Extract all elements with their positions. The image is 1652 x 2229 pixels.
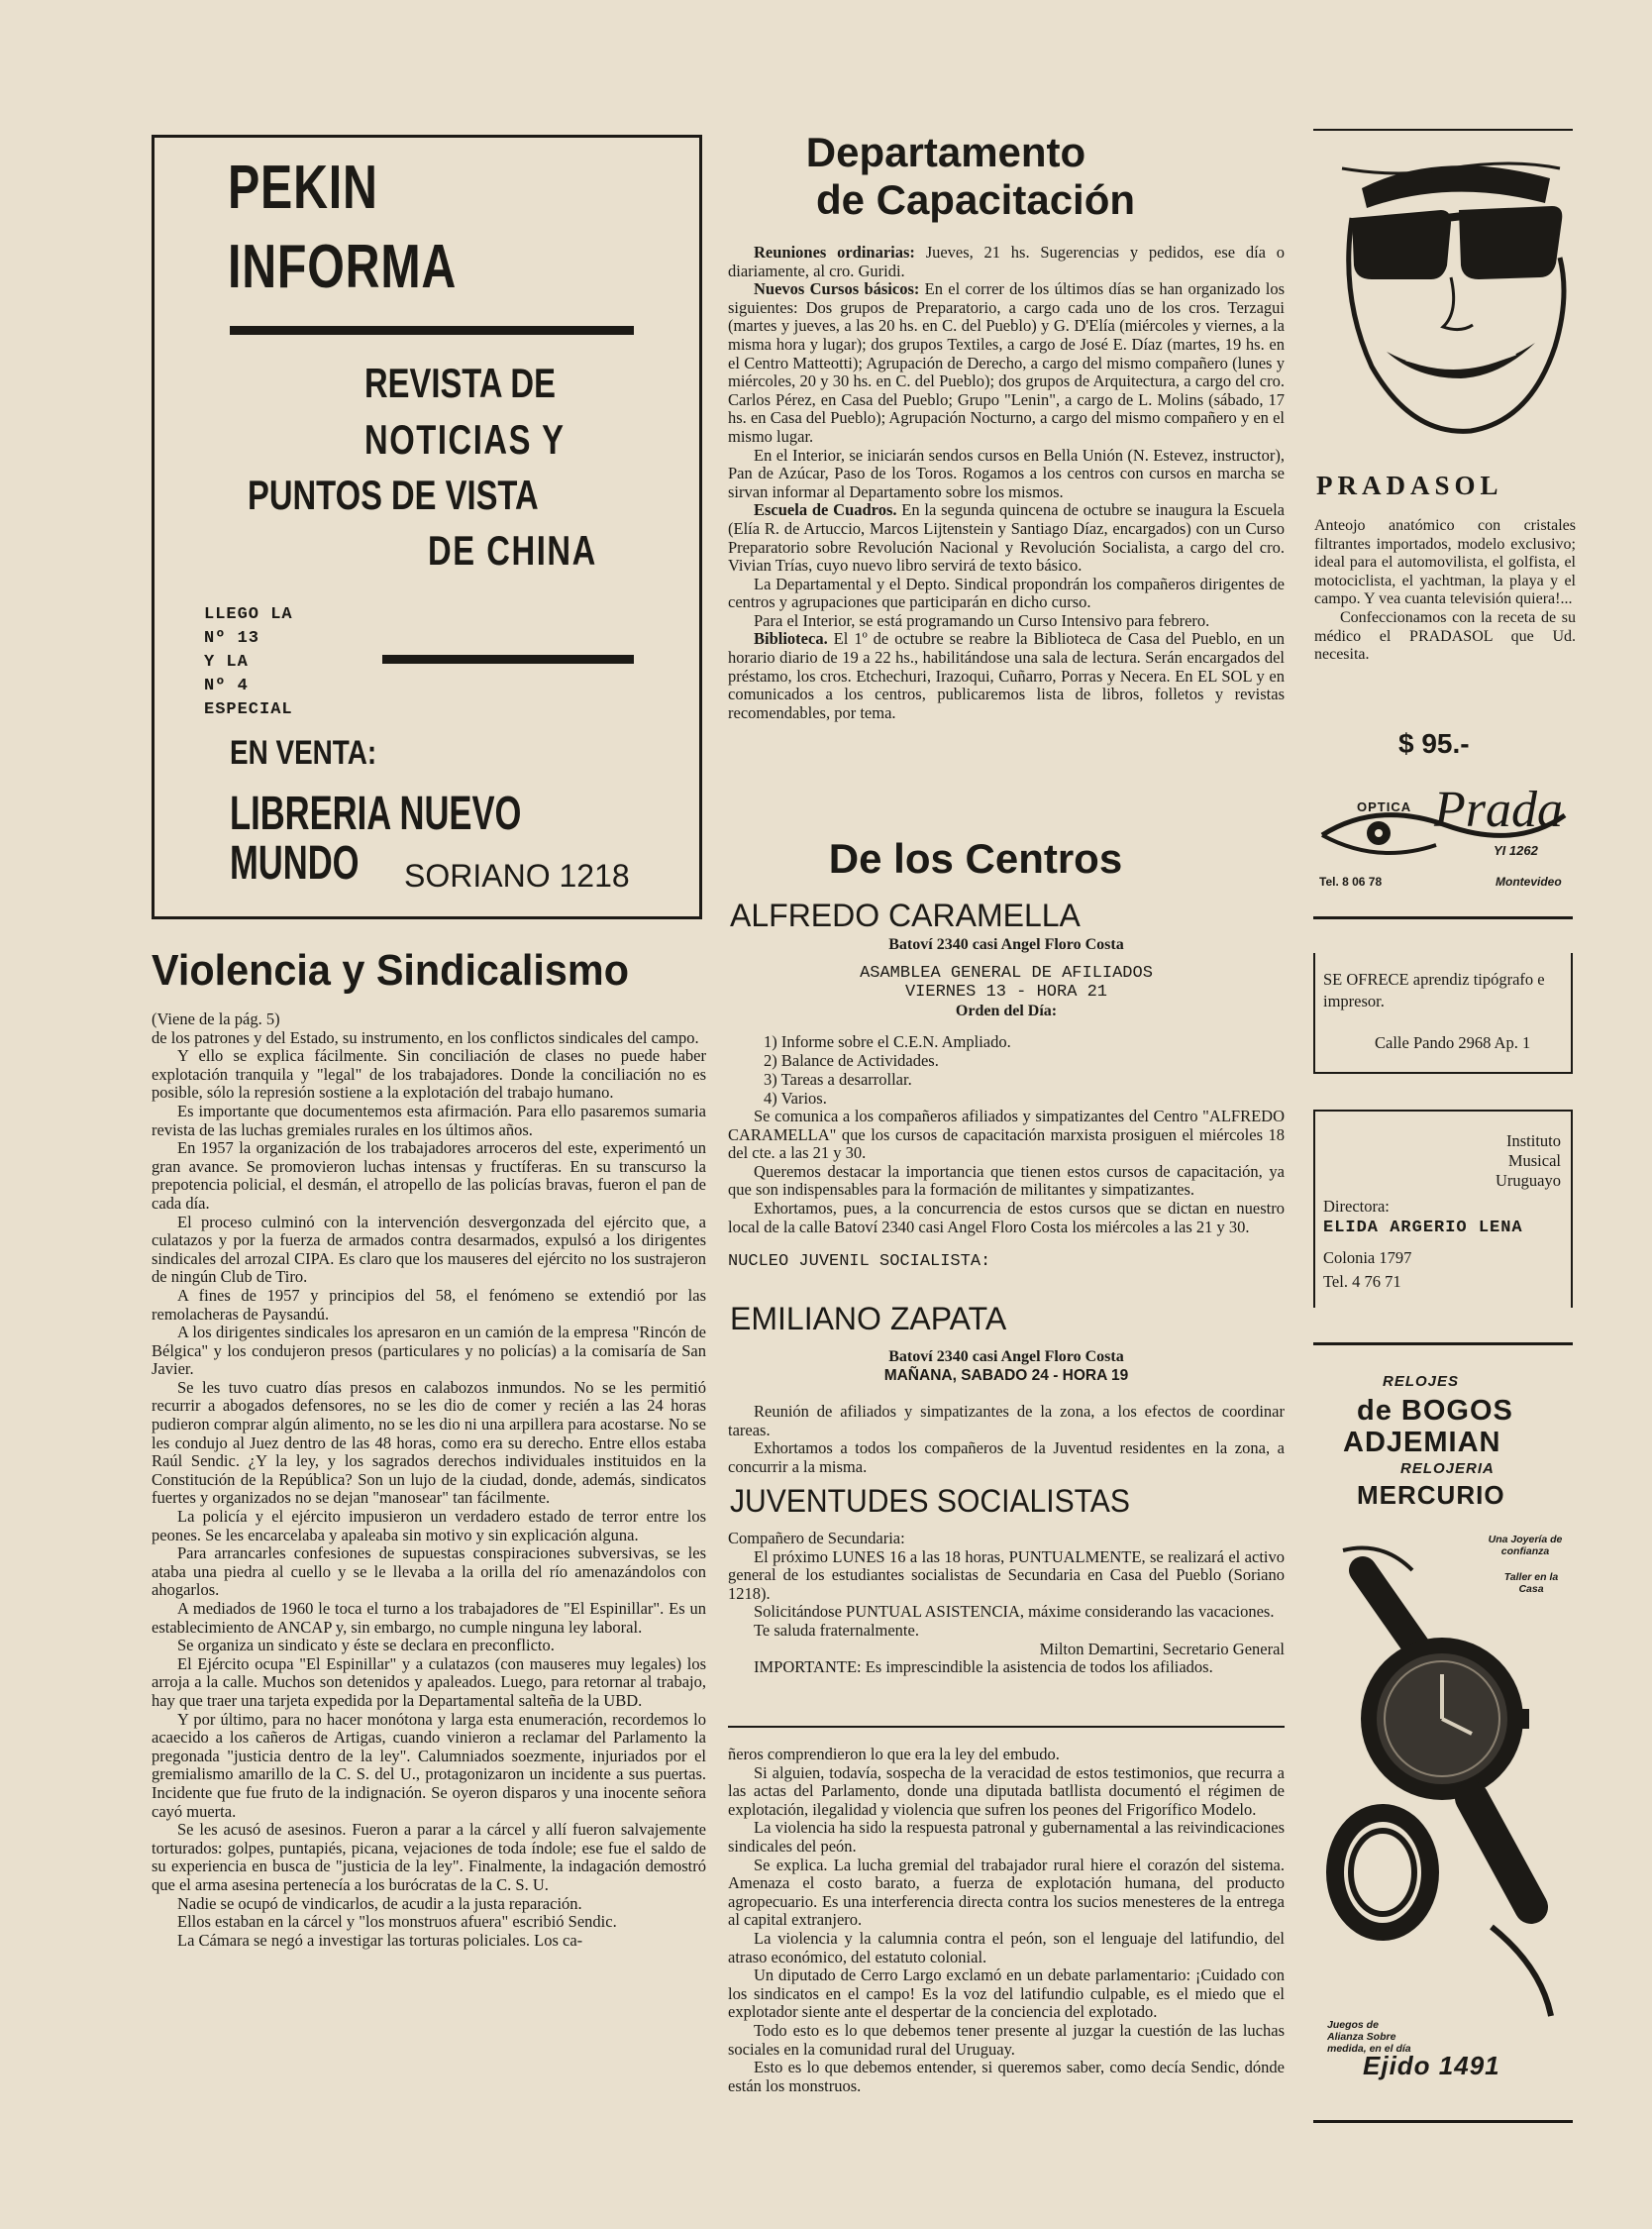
- article-paragraph: IMPORTANTE: Es imprescindible la asistencia de todos los afiliados.: [754, 1657, 1213, 1677]
- orden-list: [728, 1032, 1285, 1108]
- prada-script: Prada: [1434, 782, 1563, 838]
- article-paragraph: Esto es lo que debemos entender, si queremos saber, como decía Sendic, dónde están los monstruos.: [728, 2058, 1285, 2095]
- pradasol-paragraph: Anteojo anatómico con cristales filtrantes importados, modelo exclusivo; ideal para el automovilista, el golfista, el motociclista, el yachtman, la playa y el campo. Y vea cuanta televisión quiera!...: [1314, 517, 1576, 608]
- article-paragraph: Se comunica a los compañeros afiliados y simpatizantes del Centro "ALFREDO CARAMELLA" que los cursos de capacitación marxista prosiguen el miércoles 18 del cte. a las 21 y 30.: [728, 1107, 1285, 1163]
- article-paragraph: Si alguien, todavía, sospecha de la veracidad de estos testimonios, que recurra a las actas del Parlamento, donde una diputada batllista documentó el régimen de explotación, ilegalidad y violencia que sufren los peones del Frigorífico Modelo.: [728, 1762, 1285, 1819]
- paragraph-label: Reuniones ordinarias:: [754, 243, 915, 262]
- caramella-block: [728, 935, 1285, 1271]
- article-paragraph: La violencia ha sido la respuesta patronal y gubernamental a las reivindicaciones sindicales del peón.: [728, 1818, 1285, 1856]
- pekin-sub-1: REVISTA DE: [364, 360, 556, 406]
- article-paragraph: Se les acusó de asesinos. Fueron a parar a la cárcel y allí fueron salvajemente torturados: golpes, puntapiés, picana, vejaciones de toda índole; ese fue el saldo de su experiencia en busca de "justicia de la ley". Finalmente, la indagación demostró que el arma asesina pertenecía a los burócratas de la C. S. U.: [152, 1820, 706, 1894]
- instituto-name-line: Instituto: [1505, 1131, 1561, 1150]
- nucleo-heading: NUCLEO JUVENIL SOCIALISTA:: [728, 1252, 991, 1272]
- instituto-name-line: Musical: [1507, 1151, 1561, 1170]
- juventudes-block: [728, 1530, 1285, 1677]
- prada-city: Montevideo: [1496, 875, 1562, 889]
- juventudes-name: JUVENTUDES SOCIALISTAS: [730, 1483, 1130, 1519]
- paragraph-label: Escuela de Cuadros.: [754, 500, 897, 520]
- aprendiz-address: Calle Pando 2968 Ap. 1: [1375, 1033, 1531, 1052]
- joyeria-tagline: Una Joyería de confianza: [1488, 1534, 1563, 1557]
- article-paragraph: El Ejército ocupa "El Espinillar" y a culatazos (con mauseres muy legales) los arroja a la calle. Muchos son detenidos y apaleados. Luego, para retornar al trabajo, hay que traer una tarjeta expedida por la Departamental salteña de la UBD.: [152, 1653, 706, 1710]
- article-paragraph: Queremos destacar la importancia que tienen estos cursos de capacitación, ya que son indispensables para la formación de militantes y simpatizantes.: [728, 1161, 1285, 1200]
- pradasol-face-illustration: [1322, 149, 1580, 446]
- article-paragraph: Ellos estaban en la cárcel y "los monstruos afuera" escribió Sendic.: [177, 1912, 617, 1932]
- article-paragraph: (Viene de la pág. 5): [152, 1009, 280, 1028]
- en-venta: EN VENTA:: [230, 734, 377, 772]
- departamento-article: [728, 244, 1285, 722]
- orden-item: 1) Informe sobre el C.E.N. Ampliado.: [764, 1032, 1011, 1051]
- article-paragraph: La violencia y la calumnia contra el peón, son el lenguaje del latifundio, del atraso económico, del estatuto colonial.: [728, 1928, 1285, 1966]
- departamento-title: [728, 129, 1223, 224]
- divider: [382, 655, 634, 664]
- instituto-musical-ad: [1313, 1110, 1573, 1308]
- zapata-address: Batoví 2340 casi Angel Floro Costa: [888, 1348, 1124, 1365]
- article-paragraph: Se explica. La lucha gremial del trabajador rural hiere el corazón del sistema. Amenaza el costo barato, a fuerza de explotación humana, del producto agropecuario. Es una interferencia directa contra los sucios menesteres de la entrega al capital extranjero.: [728, 1855, 1285, 1930]
- paragraph-text: En el correr de los últimos días se han organizado los siguientes: Dos grupos de Preparatorio, a cargo cada uno de los cros. Terzagui (martes y jueves, a las 20 hs. en C. del Pueblo) y G. D'Elía (miércoles y viernes, a la misma hora y lugar); dos grupos Textiles, a cargo de José E. Díaz (martes, 19 hs. en el Centro Matteotti); Agrupación de Derecho, a cargo del mismo compañero (lunes y miércoles, 20 y 30 hs. en C. del Pueblo); dos grupos de Arquitectura, a cargo del cro. Carlos Pérez, en Casa del Pueblo; Grupo "Lenin", a cargo de L. Molins (sábado, 17 hs. en Casa del Pueblo); Agrupación Nocturno, a cargo del mismo compañero y en el mismo lugar.: [728, 279, 1285, 446]
- llego-line: Nº 4: [204, 677, 249, 695]
- article-paragraph: Y ello se explica fácilmente. Sin conciliación de clases no puede haber explotación tranquila y "legal" de los trabajadores. Donde la conciliación no es posible, sólo la represión sostiene a la explotación del trabajo humano.: [152, 1046, 706, 1103]
- centros-title: De los Centros: [828, 835, 1123, 882]
- zapata-name: EMILIANO ZAPATA: [730, 1301, 1007, 1336]
- libreria-nuevo-mundo: LIBRERIA NUEVO MUNDO: [230, 788, 522, 890]
- informa-title: INFORMA: [228, 233, 458, 301]
- article-paragraph: Y por último, para no hacer monótona y larga esta enumeración, recordemos lo acaecido a los cañeros de Artigas, cuando vinieron a reclamar del Parlamento la pregonada "justicia dentro de la ley". Calumniados soezmente, injuriados por el gremialismo amarillo de la C. S. del U., protagonizaron un incidente a sus puertas. Incidente que fue fruto de la indignación. Se oyeron disparos y una inocente señora cayó muerta.: [152, 1709, 706, 1821]
- violencia-article: [152, 1010, 706, 1950]
- article-paragraph: Solicitándose PUNTUAL ASISTENCIA, máxime considerando las vacaciones.: [754, 1602, 1275, 1622]
- orden-del-dia: Orden del Día:: [955, 1003, 1058, 1019]
- article-paragraph: [728, 280, 1285, 446]
- paragraph-label: Biblioteca.: [754, 629, 828, 649]
- asamblea-when: VIERNES 13 - HORA 21: [904, 983, 1108, 1002]
- article-paragraph: Reunión de afiliados y simpatizantes de la zona, a los efectos de coordinar tareas.: [728, 1402, 1285, 1439]
- paragraph-text: El 1º de octubre se reabre la Biblioteca de Casa del Pueblo, en un horario diario de 19 a 22 hs., habilitándose una sala de lectura. Serán encargados del préstamo, los cros. Etchechuri, Irazoqui, Cuñarro, Porras y Necera. En EL SOL y en comunicados a los centros, publicaremos lista de libros, folletos y revistas recomendables, por tema.: [728, 629, 1285, 722]
- article-paragraph: Exhortamos, pues, a la concurrencia de estos cursos que se dictan en nuestro local de la calle Batoví 2340 casi Angel Floro Costa los miércoles a las 21 y 30.: [728, 1198, 1285, 1236]
- director-name: ELIDA ARGERIO LENA: [1323, 1219, 1523, 1237]
- article-paragraph: En 1957 la organización de los trabajadores arroceros del este, experimentó un gran avance. Se promovieron luchas intensas y fructíferas. En su transcurso la prepotencia policial, el desmán, el atropello de las policías bravas, fueron el pan de cada día.: [152, 1138, 706, 1213]
- violencia-title: Violencia y Sindicalismo: [152, 946, 629, 995]
- llego-line: ESPECIAL: [204, 700, 293, 719]
- orden-item: 4) Varios.: [764, 1089, 827, 1108]
- bogos-label: de BOGOS: [1357, 1395, 1513, 1427]
- divider: [1313, 2120, 1573, 2123]
- instituto-name-line: Uruguayo: [1496, 1171, 1561, 1190]
- paragraph-text: En la segunda quincena de octubre se inaugura la Escuela (Elía R. de Artuccio, Marcos Lijtenstein y Santiago Díaz, encargados) con un Curso Preparatorio sobre Revolución Nacional y Revolución Socialista, a cargo del cro. Vivian Trías, cuyo nuevo libro servirá de texto básico.: [728, 500, 1285, 576]
- departamento-title-line: Departamento: [805, 129, 1086, 175]
- pekin-address: SORIANO 1218: [404, 858, 630, 894]
- article-paragraph: La Departamental y el Depto. Sindical propondrán los compañeros dirigentes de centros y agrupaciones que participarán en dicho curso.: [728, 574, 1285, 612]
- relojes-label: RELOJES: [1383, 1373, 1460, 1390]
- divider: [728, 1726, 1285, 1728]
- pradasol-price: $ 95.-: [1398, 728, 1470, 759]
- article-paragraph: [728, 501, 1285, 575]
- article-paragraph: Es importante que documentemos esta afirmación. Para ello pasaremos sumaria revista de las luchas gremiales rurales en los últimos años.: [152, 1101, 706, 1139]
- alianza-tagline: Juegos de Alianza Sobre medida, en el día: [1327, 2019, 1411, 2055]
- article-paragraph: ñeros comprendieron lo que era la ley del embudo.: [728, 1745, 1060, 1763]
- watch-illustration: [1323, 1531, 1571, 2036]
- relojes-adjemian-ad: [1313, 1357, 1573, 2120]
- article-paragraph: Nadie se ocupó de vindicarlos, de acudir a la justa reparación.: [177, 1893, 582, 1913]
- article-paragraph: Un diputado de Cerro Largo exclamó en un debate parlamentario: ¡Cuidado con los sindicatos en el campo! Es la voz del latifundio culpable, es el miedo que el explotador siente ante el despertar de la conciencia del explotado.: [728, 1965, 1285, 2022]
- instituto-tel: Tel. 4 76 71: [1323, 1272, 1401, 1291]
- divider: [1313, 916, 1573, 919]
- divider: [230, 326, 634, 335]
- article-paragraph: El próximo LUNES 16 a las 18 horas, PUNTUALMENTE, se realizará el activo general de los estudiantes socialistas de Secundaria en Casa del Pueblo (Soriano 1218).: [728, 1546, 1285, 1603]
- asamblea-heading: ASAMBLEA GENERAL DE AFILIADOS: [860, 964, 1153, 983]
- aprendiz-classified: [1313, 953, 1573, 1074]
- paragraph-label: Nuevos Cursos básicos:: [754, 279, 920, 299]
- zapata-block: [728, 1347, 1285, 1476]
- article-paragraph: [728, 630, 1285, 722]
- directora-label: Directora:: [1323, 1197, 1390, 1216]
- article-paragraph: Todo esto es lo que debemos tener presente al juzgar la cuestión de las luchas sociales en la comunidad rural del Uruguay.: [728, 2020, 1285, 2059]
- orden-item: 2) Balance de Actividades.: [764, 1051, 939, 1070]
- taller-tagline: Taller en la Casa: [1503, 1571, 1559, 1595]
- llego-block: [204, 603, 293, 722]
- article-paragraph: La policía y el ejército impusieron un verdadero estado de terror entre los peones. Se les encarcelaba y apaleaba sin motivo y sin explicación alguna.: [152, 1507, 706, 1544]
- pekin-title: PEKIN: [228, 154, 378, 222]
- article-paragraph: Para arrancarles confesiones de supuestas conspiraciones subversivas, se les ataba una piedra al cuello y se le llevaba a la orilla del río amenazándolos con ahogarlos.: [152, 1543, 706, 1600]
- article-paragraph: de los patrones y del Estado, su instrumento, en los conflictos sindicales del campo.: [152, 1027, 699, 1047]
- signature: Milton Demartini, Secretario General: [1039, 1639, 1285, 1658]
- mercurio-label: MERCURIO: [1357, 1480, 1505, 1510]
- article-paragraph: Se les tuvo cuatro días presos en calabozos inmundos. No se les permitió recurrir a abogados defensores, no se les dio de comer y recién a las 24 horas pudieron comprar algún alimento, no se les dio ni una arpillera para acostarse. No se les condujo al Juez dentro de las 48 horas, como era su derecho. Entre ellos estaba Raúl Sendic. ¿Y la ley, y los sagrados derechos individuales instituidos en la Constitución de la República? Son un lujo de la ciudad, donde, además, sindicatos fuertes y organizados no se dejan "manosear" tan fácilmente.: [152, 1377, 706, 1508]
- pekin-sub-3: PUNTOS DE VISTA: [248, 472, 539, 518]
- divider: [1313, 1342, 1573, 1345]
- violencia-continued: [728, 1746, 1285, 2095]
- zapata-when: MAÑANA, SABADO 24 - HORA 19: [883, 1367, 1129, 1384]
- article-paragraph: Se organiza un sindicato y éste se declara en preconflicto.: [177, 1636, 555, 1655]
- article-paragraph: Compañero de Secundaria:: [728, 1529, 905, 1547]
- relojeria-label: RELOJERIA: [1400, 1460, 1495, 1477]
- instituto-address: Colonia 1797: [1323, 1248, 1412, 1267]
- paragraph-text: Jueves, 21 hs. Sugerencias y pedidos, ese día o diariamente, al cro. Guridi.: [728, 243, 1285, 280]
- article-paragraph: A fines de 1957 y principios del 58, el fenómeno se extendió por las remolacheras de Paysandú.: [152, 1285, 706, 1324]
- pekin-sub-2: NOTICIAS Y: [364, 416, 566, 463]
- article-paragraph: La Cámara se negó a investigar las torturas policiales. Los ca-: [177, 1930, 583, 1950]
- article-paragraph: El proceso culminó con la intervención desvergonzada del ejército que, a culatazos y por la fuerza de armados contra desarmados, expulsó a los dirigentes sindicales del arrozal CIPA. Es claro que los mauseres del ejército no los sustrajeron de ningún Club de Tiro.: [152, 1212, 706, 1287]
- pekin-informa-ad: [152, 135, 702, 919]
- llego-line: Nº 13: [204, 629, 260, 648]
- article-paragraph: A los dirigentes sindicales los apresaron en un camión de la empresa "Rincón de Bélgica" y los condujeron presos (particulares y no policías) a la comisaría de San Javier.: [152, 1323, 706, 1379]
- caramella-name: ALFREDO CARAMELLA: [730, 898, 1081, 933]
- pradasol-text: [1314, 517, 1576, 665]
- instituto-name: [1496, 1131, 1561, 1191]
- article-paragraph: A mediados de 1960 le toca el turno a los trabajadores de "El Espinillar". Es un establecimiento de ANCAP y, sin embargo, no cumple ninguna ley laboral.: [152, 1599, 706, 1637]
- pradasol-title: PRADASOL: [1316, 471, 1503, 500]
- divider: [1313, 129, 1573, 131]
- pekin-sub-4: DE CHINA: [428, 527, 597, 574]
- adjemian-label: ADJEMIAN: [1343, 1427, 1501, 1458]
- article-paragraph: Exhortamos a todos los compañeros de la Juventud residentes en la zona, a concurrir a la misma.: [728, 1438, 1285, 1476]
- llego-line: Y LA: [204, 653, 249, 672]
- orden-item: 3) Tareas a desarrollar.: [764, 1070, 912, 1089]
- caramella-address: Batoví 2340 casi Angel Floro Costa: [888, 936, 1124, 953]
- article-paragraph: En el Interior, se iniciarán sendos cursos en Bella Unión (N. Estevez, instructor), Pan de Azúcar, Paso de los Toros. Rogamos a los centros con cursos en marcha se sirvan informar al Departamento sobre los mismos.: [728, 445, 1285, 501]
- llego-line: LLEGO LA: [204, 605, 293, 624]
- prada-address: YI 1262: [1494, 843, 1538, 858]
- ejido-address: Ejido 1491: [1363, 2051, 1500, 2080]
- prada-tel: Tel. 8 06 78: [1319, 875, 1383, 889]
- article-paragraph: [728, 244, 1285, 280]
- article-paragraph: Te saluda fraternalmente.: [754, 1620, 919, 1640]
- article-paragraph: Para el Interior, se está programando un Curso Intensivo para febrero.: [754, 610, 1210, 630]
- optica-prada-logo: [1317, 778, 1577, 897]
- pradasol-paragraph: Confeccionamos con la receta de su médico el PRADASOL que Ud. necesita.: [1314, 608, 1576, 664]
- aprendiz-text: SE OFRECE aprendiz tipógrafo e impresor.: [1323, 970, 1545, 1010]
- optica-label: OPTICA: [1357, 799, 1412, 814]
- departamento-title-line: de Capacitación: [815, 176, 1136, 223]
